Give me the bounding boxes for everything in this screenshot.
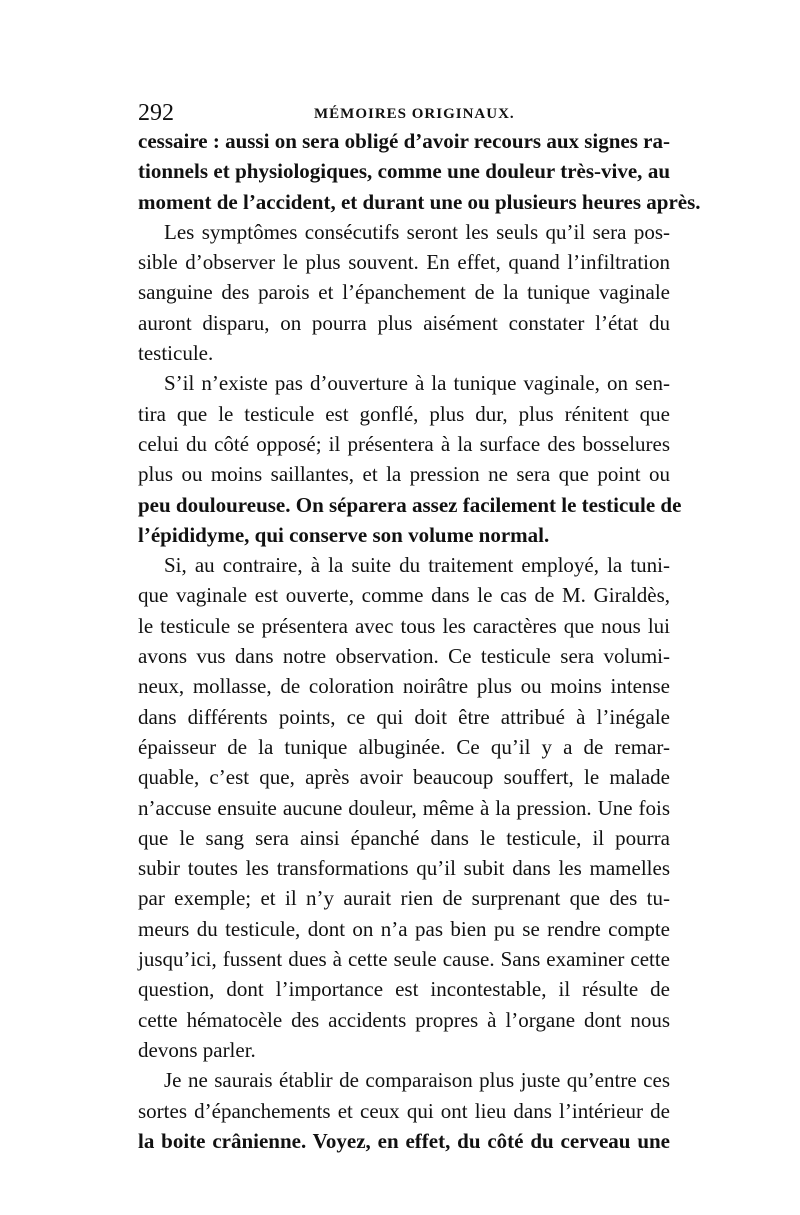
- text-line: auront disparu, on pourra plus aisément constater l’état du: [138, 310, 670, 335]
- text-line: tionnels et physiologiques, comme une douleur très-vive, au: [138, 159, 670, 184]
- text-line: quable, c’est que, après avoir beaucoup souffert, le malade: [138, 765, 670, 790]
- text-line: épaisseur de la tunique albuginée. Ce qu’il y a de remar-: [138, 734, 670, 759]
- text-line: cette hématocèle des accidents propres à l’organe dont nous: [138, 1007, 670, 1032]
- text-line: tira que le testicule est gonflé, plus dur, plus rénitent que: [138, 401, 670, 426]
- text-line: sible d’observer le plus souvent. En effet, quand l’infiltration: [138, 250, 670, 275]
- text-line: n’accuse ensuite aucune douleur, même à la pression. Une fois: [138, 795, 670, 820]
- text-line: Si, au contraire, à la suite du traitement employé, la tuni-: [164, 553, 670, 578]
- text-line: que vaginale est ouverte, comme dans le cas de M. Giraldès,: [138, 583, 670, 608]
- paragraph-1: [138, 126, 701, 217]
- text-line: jusqu’ici, fussent dues à cette seule cause. Sans examiner cette: [138, 947, 670, 972]
- text-line: peu douloureuse. On séparera assez facilement le testicule de: [138, 492, 682, 517]
- text-line: avons vus dans notre observation. Ce testicule sera volumi-: [138, 644, 670, 669]
- text-line: Je ne saurais établir de comparaison plus juste qu’entre ces: [164, 1068, 670, 1093]
- body-text: [138, 126, 701, 1156]
- paragraph-2: [138, 217, 670, 368]
- text-line: cessaire : aussi on sera obligé d’avoir recours aux signes ra-: [138, 129, 670, 153]
- text-line: par exemple; et il n’y aurait rien de surprenant que des tu-: [138, 886, 670, 911]
- text-line: sortes d’épanchements et ceux qui ont lieu dans l’intérieur de: [138, 1098, 670, 1123]
- text-line: celui du côté opposé; il présentera à la surface des bosselures: [138, 431, 670, 456]
- running-head: [138, 98, 670, 128]
- text-line: subir toutes les transformations qu’il subit dans les mamelles: [138, 856, 670, 881]
- text-line: la boite crânienne. Voyez, en effet, du côté du cerveau une: [138, 1128, 670, 1153]
- text-line: que le sang sera ainsi épanché dans le testicule, il pourra: [138, 825, 670, 850]
- page-number: 292: [138, 100, 174, 126]
- paragraph-4: [138, 550, 670, 1065]
- text-line: plus ou moins saillantes, et la pression ne sera que point ou: [138, 462, 670, 487]
- text-line: Les symptômes consécutifs seront les seuls qu’il sera pos-: [164, 219, 670, 244]
- paragraph-3: [138, 368, 682, 550]
- text-line: meurs du testicule, dont on n’a pas bien pu se rendre compte: [138, 916, 670, 941]
- text-line: testicule.: [138, 341, 214, 366]
- text-line: moment de l’accident, et durant une ou plusieurs heures après.: [138, 189, 701, 214]
- running-title: MÉMOIRES ORIGINAUX.: [314, 106, 515, 122]
- text-line: le testicule se présentera avec tous les caractères que nous lui: [138, 613, 670, 638]
- text-line: S’il n’existe pas d’ouverture à la tunique vaginale, on sen-: [164, 371, 670, 396]
- text-line: devons parler.: [138, 1037, 256, 1062]
- text-line: sanguine des parois et l’épanchement de la tunique vaginale: [138, 280, 670, 305]
- paragraph-5: [138, 1065, 670, 1156]
- text-line: neux, mollasse, de coloration noirâtre plus ou moins intense: [138, 674, 670, 699]
- text-line: question, dont l’importance est incontestable, il résulte de: [138, 977, 670, 1002]
- text-line: l’épididyme, qui conserve son volume normal.: [138, 522, 550, 547]
- text-line: dans différents points, ce qui doit être attribué à l’inégale: [138, 704, 670, 729]
